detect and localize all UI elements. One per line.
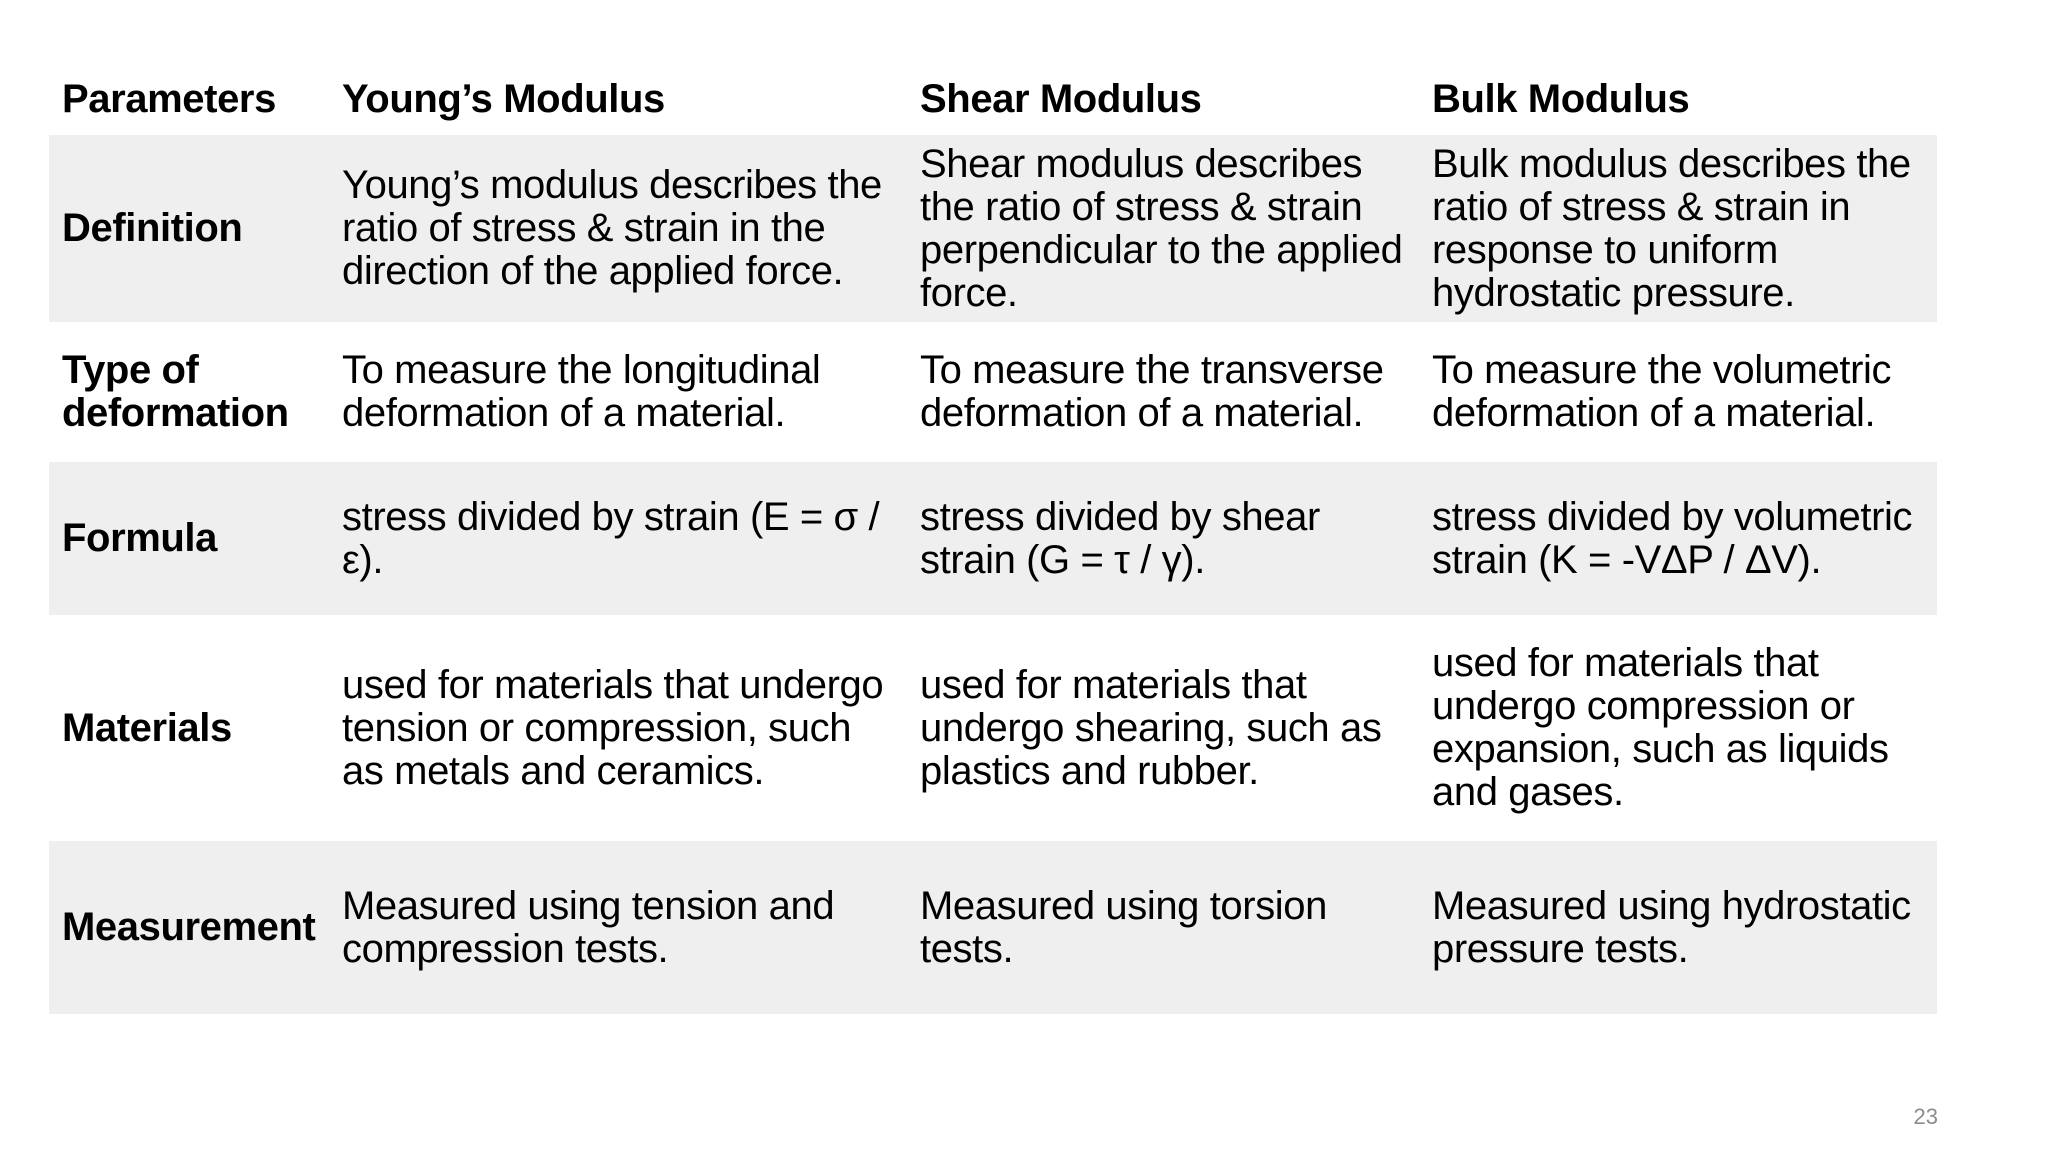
cell-formula-shear: stress divided by shear strain (G = τ / γ). xyxy=(920,494,1320,582)
row-label-formula: Formula xyxy=(62,516,217,560)
table-header-row xyxy=(49,62,1937,135)
table-row-type-of-deformation xyxy=(49,322,1937,462)
cell-formula-bulk: stress divided by volumetric strain (K = -VΔP / ΔV). xyxy=(1432,494,1913,582)
cell-definition-young: Young’s modulus describes the ratio of stress & strain in the direction of the applied force. xyxy=(342,163,882,293)
cell-type-shear: To measure the transverse deformation of a material. xyxy=(920,348,1384,435)
cell-definition-bulk: Bulk modulus describes the ratio of stress & strain in response to uniform hydrostatic pressure. xyxy=(1432,141,1911,315)
table-row-materials xyxy=(49,615,1937,841)
table-row-formula xyxy=(49,462,1937,615)
cell-type-bulk: To measure the volumetric deformation of a material. xyxy=(1432,348,1892,435)
header-bulk-modulus: Bulk Modulus xyxy=(1432,77,1690,121)
row-label-measurement: Measurement xyxy=(62,905,316,949)
page-number: 23 xyxy=(1913,1104,1938,1129)
header-shear-modulus: Shear Modulus xyxy=(920,77,1202,121)
header-parameters: Parameters xyxy=(62,77,276,121)
cell-definition-shear: Shear modulus describes the ratio of stress & strain perpendicular to the applied force. xyxy=(920,141,1403,315)
table-row-measurement xyxy=(49,841,1937,1014)
cell-measurement-bulk: Measured using hydrostatic pressure tests. xyxy=(1432,883,1911,971)
table-row-definition xyxy=(49,135,1937,322)
cell-formula-young: stress divided by strain (E = σ / ε). xyxy=(342,494,880,582)
row-label-definition: Definition xyxy=(62,206,243,250)
header-youngs-modulus: Young’s Modulus xyxy=(342,77,665,121)
cell-measurement-young: Measured using tension and compression tests. xyxy=(342,883,835,971)
cell-type-young: To measure the longitudinal deformation of a material. xyxy=(342,348,821,435)
cell-materials-bulk: used for materials that undergo compression or expansion, such as liquids and gases. xyxy=(1432,641,1889,814)
row-label-materials: Materials xyxy=(62,705,232,750)
cell-materials-young: used for materials that undergo tension or compression, such as metals and ceramics. xyxy=(342,662,884,793)
row-label-type-of-deformation: Type of deformation xyxy=(62,348,289,435)
cell-measurement-shear: Measured using torsion tests. xyxy=(920,883,1327,971)
comparison-table xyxy=(49,62,1937,1014)
cell-materials-shear: used for materials that undergo shearing, such as plastics and rubber. xyxy=(920,662,1382,793)
